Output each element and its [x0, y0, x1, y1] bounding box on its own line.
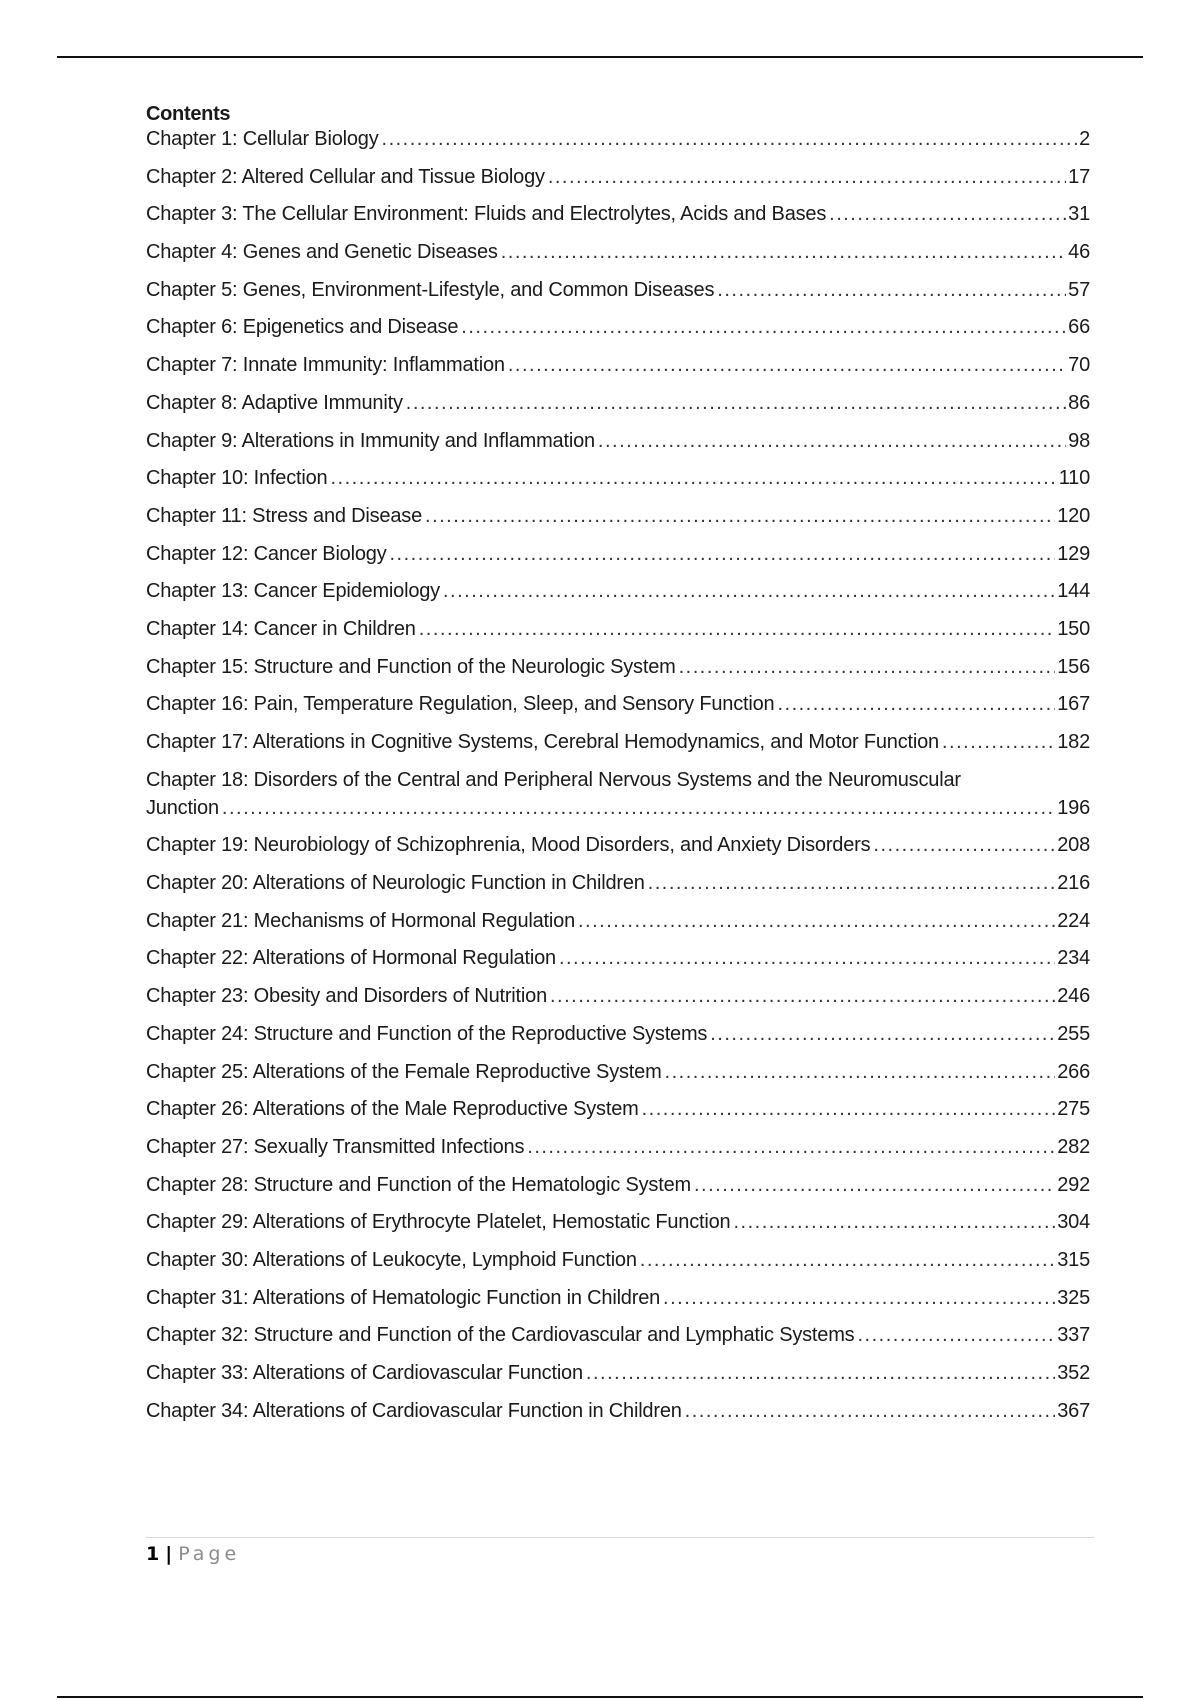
toc-entry-title: Chapter 8: Adaptive Immunity — [146, 391, 403, 414]
toc-entry-page: 57 — [1068, 278, 1090, 301]
toc-entry-page: 292 — [1057, 1173, 1090, 1196]
toc-entry-title: Chapter 10: Infection — [146, 467, 328, 490]
toc-entry[interactable] — [146, 541, 1090, 567]
toc-dot-leader — [508, 352, 1066, 378]
toc-entry[interactable] — [146, 503, 1090, 529]
toc-entry-title: Chapter 15: Structure and Function of the Neurologic System — [146, 655, 676, 678]
toc-entry-title-continued: Junction — [146, 796, 219, 819]
toc-dot-leader — [559, 945, 1055, 971]
toc-dot-leader — [685, 1398, 1056, 1424]
toc-dot-leader — [548, 164, 1066, 190]
footer-page-label: Page — [178, 1543, 241, 1565]
toc-entry[interactable] — [146, 428, 1090, 454]
toc-dot-leader — [942, 729, 1055, 755]
toc-dot-leader — [694, 1172, 1055, 1198]
toc-entry[interactable] — [146, 1285, 1090, 1311]
toc-entry[interactable] — [146, 1172, 1090, 1198]
footer-rule — [146, 1537, 1094, 1538]
toc-entry-title: Chapter 33: Alterations of Cardiovascular Function — [146, 1362, 583, 1384]
toc-entry-page: 17 — [1068, 165, 1090, 188]
toc-entry-title: Chapter 34: Alterations of Cardiovascular Function in Children — [146, 1399, 682, 1422]
toc-entry-page: 255 — [1057, 1022, 1090, 1045]
toc-entry-title: Chapter 5: Genes, Environment-Lifestyle, and Common Diseases — [146, 278, 715, 301]
toc-dot-leader — [390, 541, 1056, 567]
toc-entry-title: Chapter 28: Structure and Function of the Hematologic System — [146, 1173, 691, 1196]
toc-entry[interactable] — [146, 654, 1090, 680]
toc-entry[interactable] — [146, 578, 1090, 604]
toc-entry-title: Chapter 12: Cancer Biology — [146, 542, 387, 565]
toc-entry-page: 282 — [1057, 1135, 1090, 1158]
toc-dot-leader — [598, 428, 1066, 454]
toc-entry[interactable] — [146, 870, 1090, 896]
toc-entry[interactable] — [146, 832, 1090, 858]
toc-entry-title: Chapter 3: The Cellular Environment: Fluids and Electrolytes, Acids and Bases — [146, 203, 827, 226]
toc-entry-page: 110 — [1058, 467, 1090, 490]
toc-entry-page: 325 — [1057, 1286, 1090, 1309]
toc-entry-page: 129 — [1057, 542, 1090, 565]
toc-dot-leader — [648, 870, 1056, 896]
toc-entry-title: Chapter 25: Alterations of the Female Reproductive System — [146, 1060, 662, 1083]
toc-entry-title: Chapter 6: Epigenetics and Disease — [146, 316, 459, 339]
toc-dot-leader — [586, 1360, 1055, 1386]
toc-entry-page: 216 — [1057, 872, 1090, 895]
toc-dot-leader — [425, 503, 1055, 529]
toc-entry-page: 196 — [1057, 796, 1090, 819]
toc-entry[interactable] — [146, 983, 1090, 1009]
toc-entry[interactable] — [146, 1322, 1090, 1348]
toc-entry-page: 31 — [1068, 203, 1090, 226]
toc-entry-title: Chapter 26: Alterations of the Male Reproductive System — [146, 1098, 639, 1121]
toc-entry-page: 156 — [1057, 655, 1090, 678]
toc-entry[interactable] — [146, 729, 1090, 755]
toc-entry[interactable] — [146, 908, 1090, 934]
toc-dot-leader — [829, 201, 1066, 227]
toc-entry-title: Chapter 29: Alterations of Erythrocyte Platelet, Hemostatic Function — [146, 1211, 731, 1234]
toc-entry-title: Chapter 2: Altered Cellular and Tissue Biology — [146, 165, 545, 188]
toc-entry-title: Chapter 7: Innate Immunity: Inflammation — [146, 354, 505, 377]
toc-entry-page: 367 — [1057, 1399, 1090, 1422]
toc-entry[interactable] — [146, 945, 1090, 971]
toc-entry-page: 2 — [1079, 128, 1090, 150]
toc-entry-page: 208 — [1057, 834, 1090, 857]
toc-dot-leader — [663, 1285, 1055, 1311]
toc-entry-page: 66 — [1068, 316, 1090, 339]
toc-entry-page: 182 — [1057, 731, 1090, 753]
toc-entry[interactable] — [146, 126, 1090, 152]
toc-entry[interactable] — [146, 1209, 1090, 1235]
toc-entry-title: Chapter 32: Structure and Function of the Cardiovascular and Lymphatic Systems — [146, 1324, 855, 1347]
toc-entry[interactable] — [146, 277, 1090, 303]
toc-dot-leader — [443, 578, 1055, 604]
footer-separator: | — [165, 1543, 173, 1565]
toc-entry-title: Chapter 22: Alterations of Hormonal Regulation — [146, 947, 556, 970]
toc-dot-leader — [222, 795, 1055, 821]
toc-entry[interactable] — [146, 1360, 1090, 1386]
toc-dot-leader — [461, 314, 1066, 340]
toc-dot-leader — [642, 1096, 1056, 1122]
toc-dot-leader — [578, 908, 1055, 934]
toc-entry-page: 275 — [1057, 1098, 1090, 1121]
toc-entry-title: Chapter 9: Alterations in Immunity and Inflammation — [146, 429, 595, 452]
toc-entry-page: 224 — [1057, 909, 1090, 932]
toc-entry-title: Chapter 23: Obesity and Disorders of Nutrition — [146, 985, 547, 1008]
toc-entry[interactable] — [146, 1134, 1090, 1160]
toc-entry[interactable] — [146, 164, 1090, 190]
toc-entry-page: 167 — [1057, 693, 1090, 716]
toc-entry[interactable] — [146, 314, 1090, 340]
toc-entry-title: Chapter 18: Disorders of the Central and Peripheral Nervous Systems and the Neuromuscular — [146, 768, 961, 791]
toc-entry[interactable] — [146, 465, 1090, 491]
toc-entry[interactable] — [146, 390, 1090, 416]
toc-entry-page: 120 — [1057, 504, 1090, 527]
toc-entry[interactable] — [146, 767, 1090, 821]
toc-dot-leader — [501, 239, 1066, 265]
toc-entry[interactable] — [146, 352, 1090, 378]
toc-dot-leader — [406, 390, 1066, 416]
toc-entry[interactable] — [146, 201, 1090, 227]
toc-dot-leader — [527, 1134, 1055, 1160]
toc-entry-page: 337 — [1057, 1324, 1090, 1347]
toc-dot-leader — [777, 691, 1055, 717]
toc-entry-title: Chapter 27: Sexually Transmitted Infections — [146, 1135, 525, 1158]
toc-entry-page: 234 — [1057, 947, 1090, 970]
footer-page-number: 1 — [146, 1543, 160, 1565]
toc-entry-page: 304 — [1057, 1211, 1090, 1234]
bottom-rule — [57, 1696, 1143, 1698]
toc-entry-page: 98 — [1068, 429, 1090, 452]
toc-entry[interactable] — [146, 1247, 1090, 1273]
toc-entry-page: 352 — [1057, 1362, 1090, 1384]
toc-entry-title: Chapter 24: Structure and Function of the Reproductive Systems — [146, 1022, 708, 1045]
toc-entry-title: Chapter 21: Mechanisms of Hormonal Regulation — [146, 909, 575, 932]
toc-entry-title: Chapter 13: Cancer Epidemiology — [146, 580, 440, 603]
toc-dot-leader — [640, 1247, 1055, 1273]
page-footer — [146, 1542, 240, 1566]
toc-entry[interactable] — [146, 1021, 1090, 1047]
toc-dot-leader — [733, 1209, 1055, 1235]
toc-entry-page: 86 — [1068, 391, 1090, 414]
toc-dot-leader — [857, 1322, 1055, 1348]
table-of-contents — [146, 126, 1090, 1435]
toc-entry[interactable] — [146, 239, 1090, 265]
contents-heading: Contents — [146, 103, 231, 125]
toc-dot-leader — [717, 277, 1066, 303]
toc-entry-page: 266 — [1057, 1060, 1090, 1083]
toc-entry[interactable] — [146, 616, 1090, 642]
toc-entry-title: Chapter 16: Pain, Temperature Regulation, Sleep, and Sensory Function — [146, 693, 775, 716]
toc-entry-page: 150 — [1057, 617, 1090, 640]
toc-entry-page: 144 — [1057, 580, 1090, 603]
toc-entry-page: 315 — [1057, 1248, 1090, 1271]
toc-entry-title: Chapter 11: Stress and Disease — [146, 504, 423, 527]
toc-dot-leader — [710, 1021, 1055, 1047]
toc-entry-page: 70 — [1068, 354, 1090, 377]
toc-entry-title: Chapter 1: Cellular Biology — [146, 128, 379, 150]
toc-dot-leader — [550, 983, 1055, 1009]
toc-entry[interactable] — [146, 1096, 1090, 1122]
toc-entry-title: Chapter 4: Genes and Genetic Diseases — [146, 241, 498, 264]
toc-entry-title: Chapter 31: Alterations of Hematologic Function in Children — [146, 1286, 661, 1309]
toc-dot-leader — [330, 465, 1056, 491]
toc-dot-leader — [873, 832, 1055, 858]
toc-entry-title: Chapter 30: Alterations of Leukocyte, Lymphoid Function — [146, 1248, 637, 1271]
toc-entry-page: 46 — [1068, 241, 1090, 264]
toc-entry-title: Chapter 20: Alterations of Neurologic Function in Children — [146, 872, 645, 895]
top-rule — [57, 56, 1143, 58]
toc-entry-title: Chapter 17: Alterations in Cognitive Systems, Cerebral Hemodynamics, and Motor Function — [146, 731, 939, 753]
toc-entry[interactable] — [146, 1398, 1090, 1424]
toc-entry-title: Chapter 14: Cancer in Children — [146, 617, 416, 640]
toc-dot-leader — [419, 616, 1056, 642]
toc-entry-page: 246 — [1057, 985, 1090, 1008]
toc-dot-leader — [679, 654, 1056, 680]
toc-dot-leader — [665, 1059, 1056, 1085]
toc-entry[interactable] — [146, 691, 1090, 717]
toc-dot-leader — [382, 126, 1078, 152]
toc-entry-title: Chapter 19: Neurobiology of Schizophrenia, Mood Disorders, and Anxiety Disorders — [146, 834, 871, 857]
toc-entry[interactable] — [146, 1059, 1090, 1085]
